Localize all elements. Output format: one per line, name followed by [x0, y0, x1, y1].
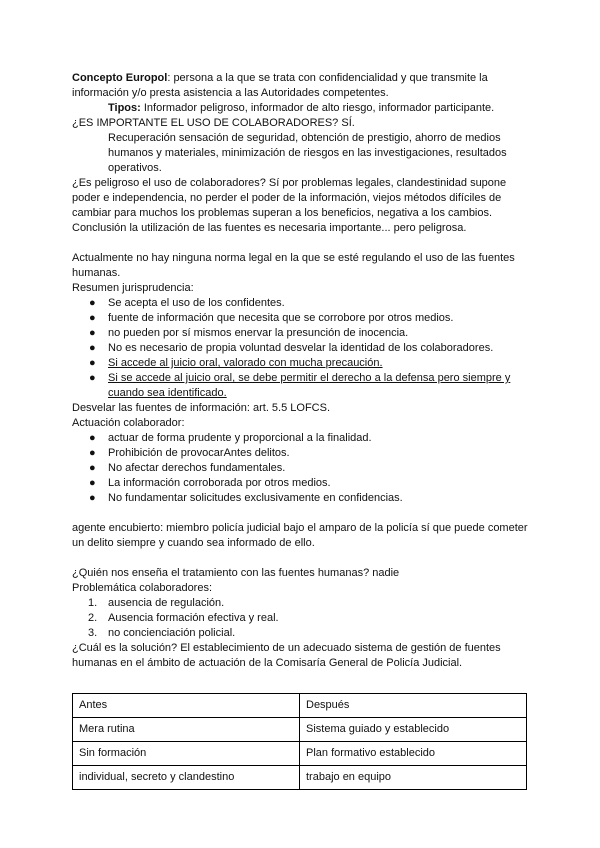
tipos-text: Informador peligroso, informador de alto riesgo, informador participante.	[140, 102, 495, 114]
table-row	[73, 718, 527, 742]
list-item: ● Si accede al juicio oral, valorado con mucha precaución.	[89, 357, 383, 369]
bullet-icon: ●	[89, 432, 96, 444]
list-item: 3. no concienciación policial.	[88, 627, 236, 639]
bullet-icon: ●	[89, 342, 96, 354]
table-row	[73, 742, 527, 766]
table-header-cell: Después	[300, 694, 527, 718]
importance-answer: Recuperación sensación de seguridad, obtención de prestigio, ahorro de medios humanos y materiales, minimización de riesgos en las investigaciones, resultados operativos.	[108, 132, 507, 174]
list-item: ● No fundamentar solicitudes exclusivamente en confidencias.	[89, 492, 403, 504]
table-header-cell: Antes	[73, 694, 300, 718]
list-item: ● Si se accede al juicio oral, se debe permitir el derecho a la defensa pero siempre y cuando sea identificado.	[89, 372, 511, 399]
reveal-sources: Desvelar las fuentes de información: art. 5.5 LOFCS.	[72, 402, 331, 414]
comparison-table	[72, 693, 527, 790]
table-cell: Plan formativo establecido	[300, 742, 527, 766]
document-body	[72, 71, 528, 790]
list-item: ● Prohibición de provocarAntes delitos.	[89, 447, 290, 459]
who-teaches: ¿Quién nos enseña el tratamiento con las fuentes humanas? nadie	[72, 567, 400, 579]
bullet-icon: ●	[89, 447, 96, 459]
actuacion-list	[72, 431, 528, 506]
importance-question: ¿ES IMPORTANTE EL USO DE COLABORADORES? SÍ.	[72, 117, 355, 129]
list-item: ● No afectar derechos fundamentales.	[89, 462, 286, 474]
bullet-icon: ●	[89, 462, 96, 474]
tipos-label: Tipos:	[108, 102, 141, 114]
concept-paragraph	[72, 71, 528, 101]
list-item: ● Se acepta el uso de los confidentes.	[89, 297, 285, 309]
bullet-icon: ●	[89, 297, 96, 309]
agent-paragraph: agente encubierto: miembro policía judicial bajo el amparo de la policía sí que puede cometer un delito siempre y cuando sea informado de ello.	[72, 522, 528, 549]
list-item: 1. ausencia de regulación.	[88, 597, 225, 609]
table-row	[73, 766, 527, 790]
tipos-paragraph	[72, 101, 528, 116]
table-header-row	[73, 694, 527, 718]
bullet-icon: ●	[89, 312, 96, 324]
list-item: ● fuente de información que necesita que se corrobore por otros medios.	[89, 312, 454, 324]
actuacion-title: Actuación colaborador:	[72, 417, 185, 429]
legal-paragraph: Actualmente no hay ninguna norma legal en la que se esté regulando el uso de las fuentes humanas.	[72, 252, 515, 279]
table-cell: trabajo en equipo	[300, 766, 527, 790]
bullet-icon: ●	[89, 477, 96, 489]
jurisprudence-list	[72, 296, 528, 401]
list-item: 2. Ausencia formación efectiva y real.	[88, 612, 279, 624]
problems-list	[72, 596, 528, 641]
bullet-icon: ●	[89, 357, 96, 369]
bullet-icon: ●	[89, 372, 96, 384]
concept-text: : persona a la que se trata con confidencialidad y que transmite la información y/o presta asistencia a las Autoridades competentes.	[72, 72, 488, 99]
jurisprudence-title: Resumen jurisprudencia:	[72, 282, 194, 294]
concept-label: Concepto Europol	[72, 72, 168, 84]
conclusion-paragraph: Conclusión la utilización de las fuentes es necesaria importante... pero peligrosa.	[72, 222, 467, 234]
table-cell: Mera rutina	[73, 718, 300, 742]
problems-title: Problemática colaboradores:	[72, 582, 213, 594]
table-cell: individual, secreto y clandestino	[73, 766, 300, 790]
solution-paragraph: ¿Cuál es la solución? El establecimiento de un adecuado sistema de gestión de fuentes humanas en el ámbito de actuación de la Comisaría General de Policía Judicial.	[72, 642, 501, 669]
table-cell: Sistema guiado y establecido	[300, 718, 527, 742]
list-item: ● No es necesario de propia voluntad desvelar la identidad de los colaboradores.	[89, 342, 494, 354]
list-item: ● La información corroborada por otros medios.	[89, 477, 331, 489]
table-cell: Sin formación	[73, 742, 300, 766]
bullet-icon: ●	[89, 327, 96, 339]
list-item: ● no pueden por sí mismos enervar la presunción de inocencia.	[89, 327, 409, 339]
danger-paragraph: ¿Es peligroso el uso de colaboradores? Sí por problemas legales, clandestinidad supone poder e independencia, no perder el poder de la información, viejos métodos difíciles de cambiar para muchos los problemas superan a los beneficios, negativa a los cambios.	[72, 177, 507, 219]
list-item: ● actuar de forma prudente y proporcional a la finalidad.	[89, 432, 372, 444]
bullet-icon: ●	[89, 492, 96, 504]
